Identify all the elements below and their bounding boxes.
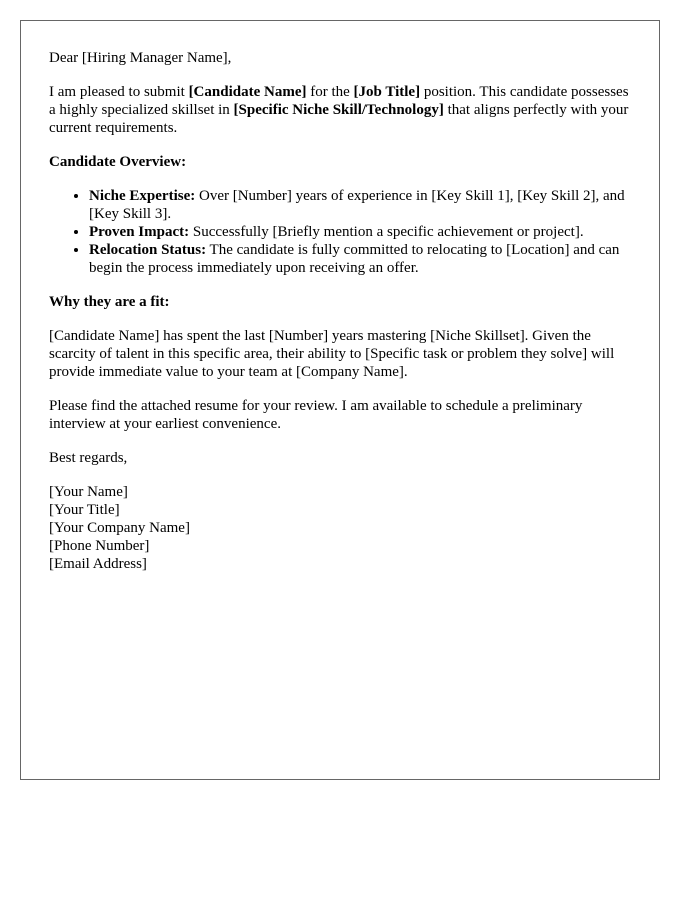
intro-text-1: I am pleased to submit — [49, 84, 189, 100]
overview-heading: Candidate Overview: — [49, 154, 187, 170]
job-title-placeholder: [Job Title] — [353, 84, 421, 100]
list-item — [89, 223, 631, 241]
fit-paragraph: [Candidate Name] has spent the last [Number] years mastering [Niche Skillset]. Given the scarcity of talent in this specific area, their ability to [Specific task or problem they solve] will provide immediate value to your team at [Company Name]. — [49, 328, 615, 380]
signature-email: [Email Address] — [49, 556, 147, 572]
salutation: Dear [Hiring Manager Name], — [49, 50, 232, 66]
candidate-name-placeholder: [Candidate Name] — [188, 84, 307, 100]
bullet-label: Niche Expertise: — [89, 188, 196, 204]
bullet-label: Relocation Status: — [89, 242, 207, 258]
intro-text-2: for the — [306, 84, 354, 100]
letter-page — [20, 20, 660, 780]
signature-phone: [Phone Number] — [49, 538, 150, 554]
intro-text-4: that aligns perfectly with your current requirements. — [49, 102, 629, 136]
signature-block — [49, 483, 631, 573]
niche-skill-placeholder: [Specific Niche Skill/Technology] — [233, 102, 444, 118]
fit-heading: Why they are a fit: — [49, 294, 170, 310]
signature-name: [Your Name] — [49, 484, 128, 500]
intro-paragraph — [49, 83, 631, 137]
overview-list — [49, 187, 631, 277]
list-item — [89, 187, 631, 223]
bullet-text: Successfully [Briefly mention a specific achievement or project]. — [189, 224, 584, 240]
bullet-text: Over [Number] years of experience in [Key Skill 1], [Key Skill 2], and [Key Skill 3]. — [89, 188, 625, 222]
signature-company: [Your Company Name] — [49, 520, 190, 536]
signature-title: [Your Title] — [49, 502, 120, 518]
bullet-text: The candidate is fully committed to relocating to [Location] and can begin the process immediately upon receiving an offer. — [89, 242, 620, 276]
sign-off: Best regards, — [49, 450, 128, 466]
intro-text-3: position. This candidate possesses a highly specialized skillset in — [49, 84, 629, 118]
closing-paragraph: Please find the attached resume for your review. I am available to schedule a preliminary interview at your earliest convenience. — [49, 398, 583, 432]
bullet-label: Proven Impact: — [89, 224, 190, 240]
list-item — [89, 241, 631, 277]
